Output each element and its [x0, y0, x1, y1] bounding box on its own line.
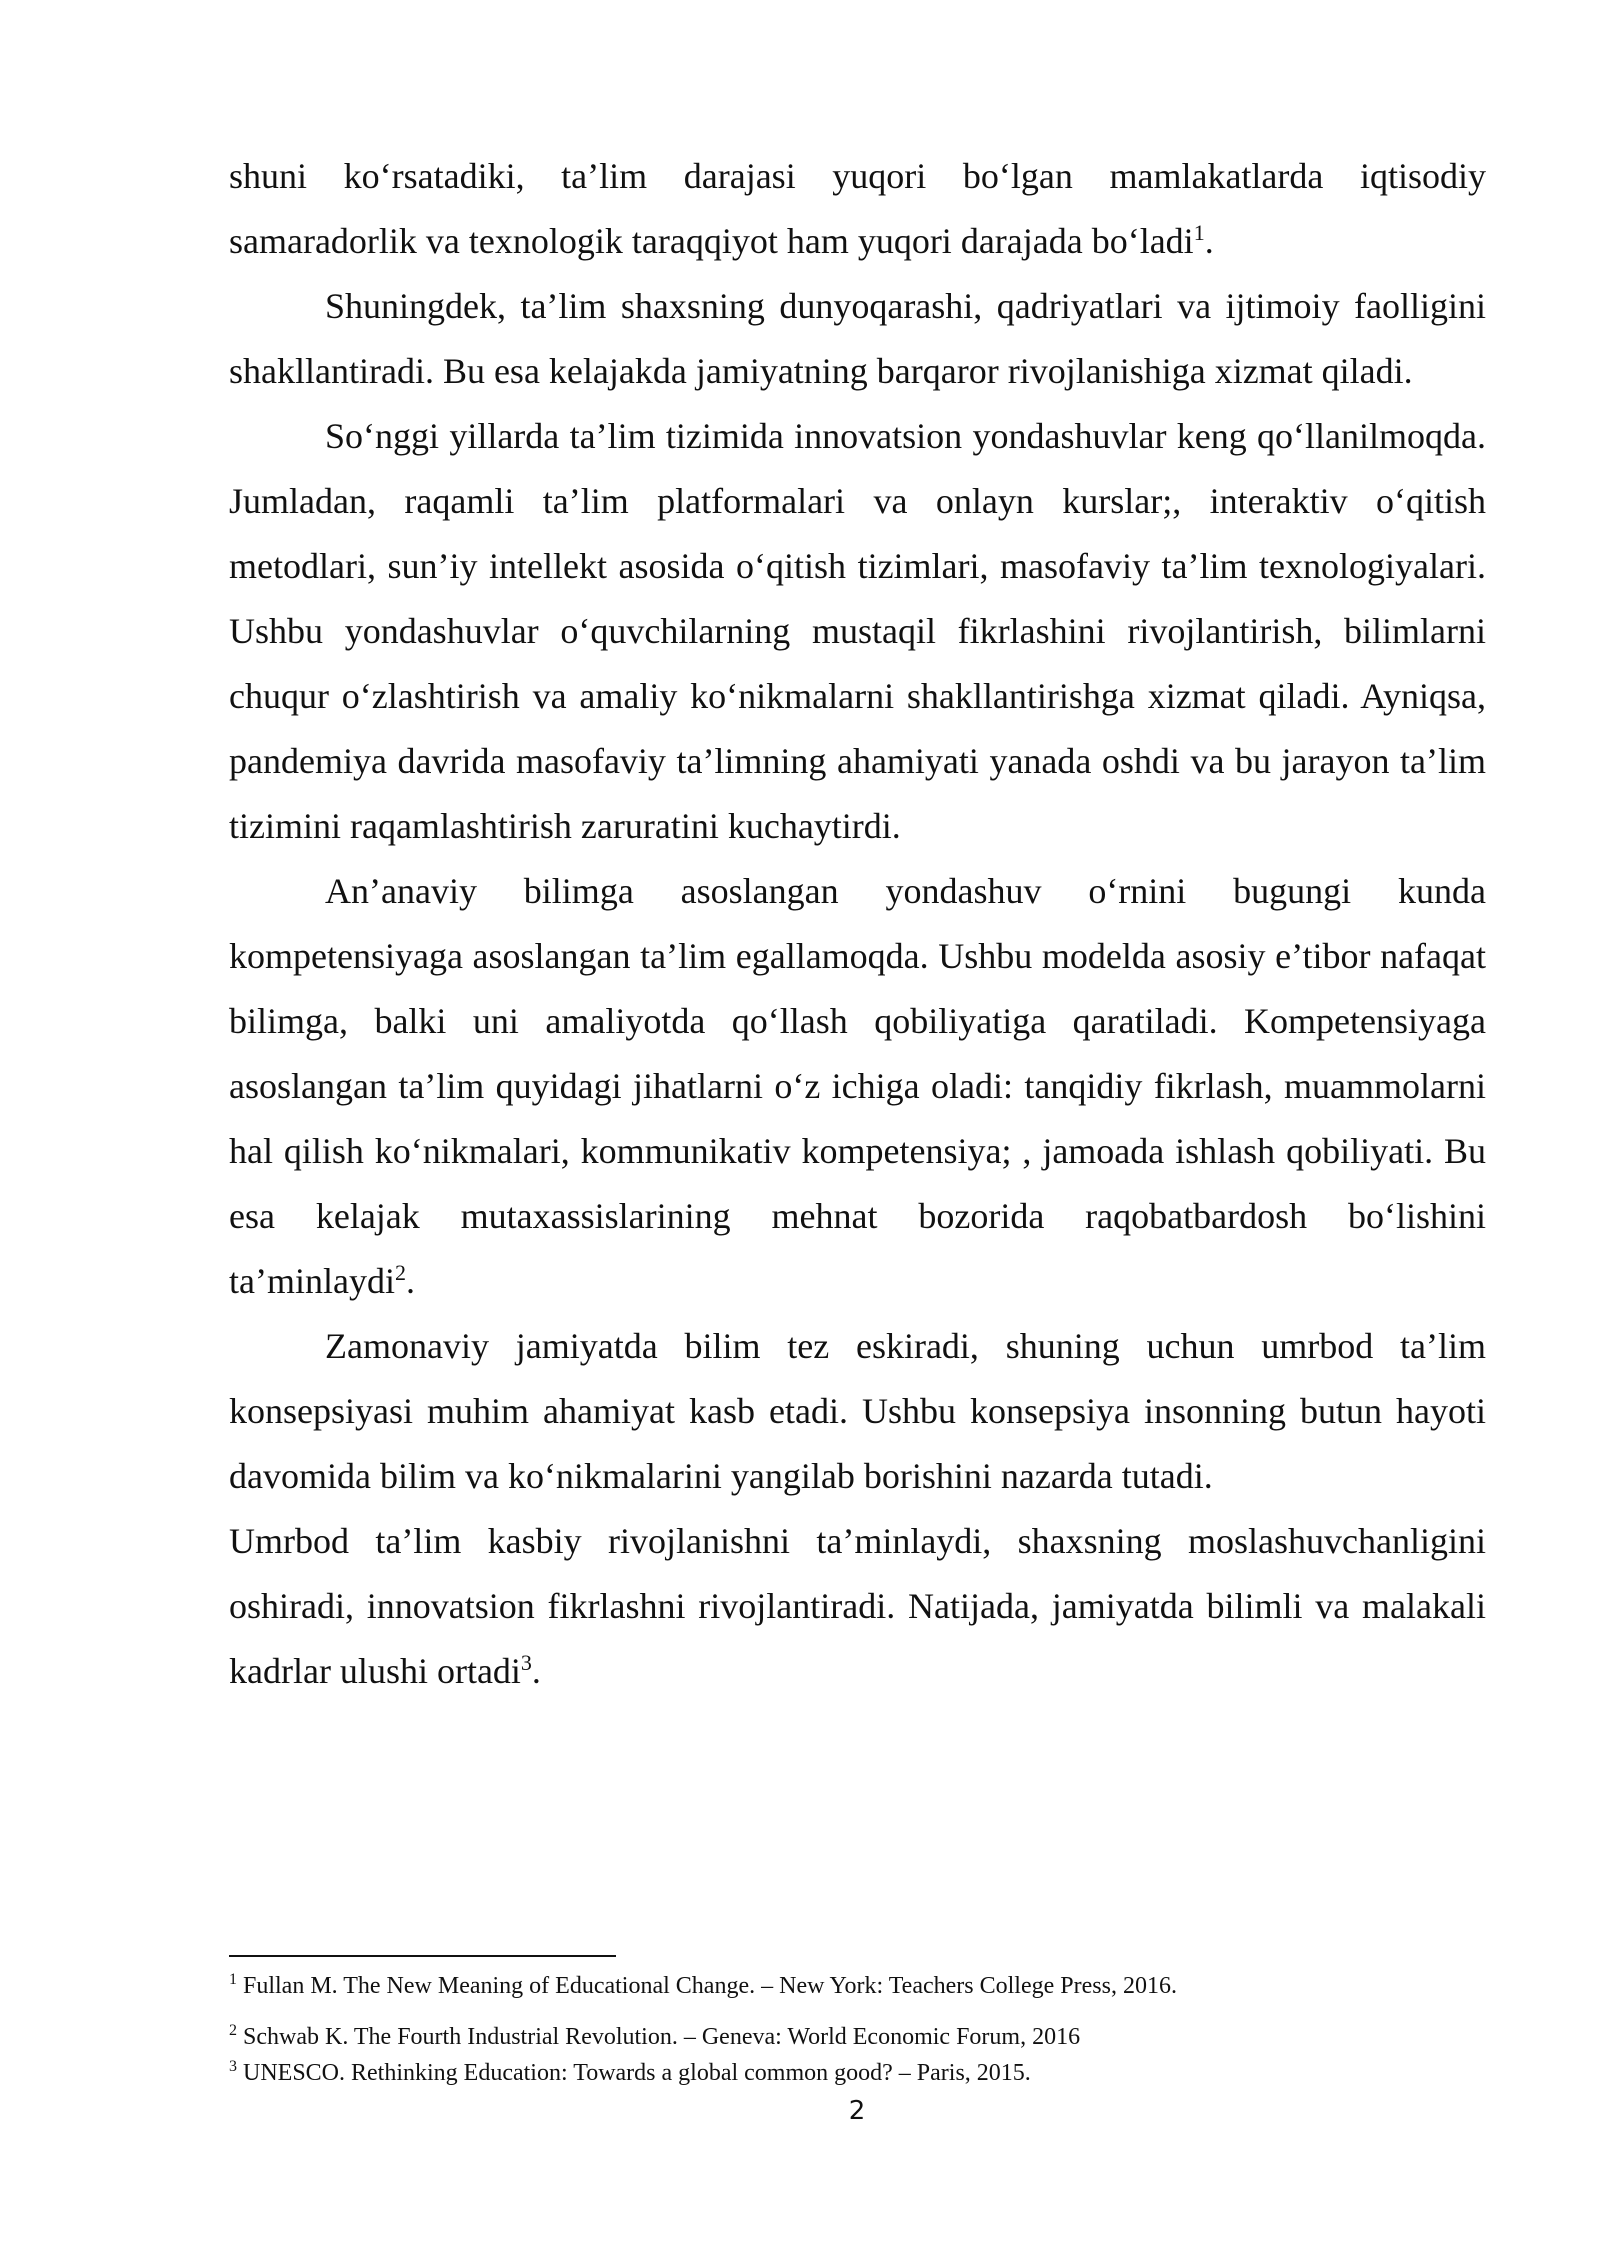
footnote-2: [229, 2021, 1080, 2053]
footnote-1: [229, 1970, 1177, 2002]
paragraph-6: [229, 1509, 1486, 1704]
paragraph-3: [229, 404, 1486, 859]
body-text: [229, 144, 1486, 1704]
footnote-ref-2[interactable]: 2: [394, 1260, 406, 1285]
paragraph-2-text: Shuningdek, ta’lim shaxsning dunyoqarashi, qadriyatlari va ijtimoiy faolligini shakllantiradi. Bu esa kelajakda jamiyatning barqaror rivojlanishiga xizmat qiladi.: [229, 286, 1486, 391]
footnote-1-text: Fullan M. The New Meaning of Educational Change. – New York: Teachers College Press, 2016.: [237, 1973, 1177, 1999]
footnote-2-text: Schwab K. The Fourth Industrial Revolution. – Geneva: World Economic Forum, 2016: [237, 2024, 1081, 2050]
paragraph-5: [229, 1314, 1486, 1509]
footnote-mark-2: 2: [229, 2022, 237, 2039]
footnote-mark-3: 3: [229, 2058, 237, 2075]
paragraph-1-text: shuni ko‘rsatadiki, ta’lim darajasi yuqori bo‘lgan mamlakatlarda iqtisodiy samaradorlik va texnologik taraqqiyot ham yuqori darajada bo‘ladi: [229, 156, 1486, 261]
footnote-ref-3[interactable]: 3: [520, 1650, 532, 1675]
paragraph-1-tail: .: [1204, 221, 1214, 261]
footnote-separator: [229, 1955, 616, 1957]
paragraph-4-text: An’anaviy bilimga asoslangan yondashuv o‘rnini bugungi kunda kompetensiyaga asoslangan ta’lim egallamoqda. Ushbu modelda asosiy e’tibor nafaqat bilimga, balki uni amaliyotda qo‘llash qobiliyatiga qaratiladi. Kompetensiyaga asoslangan ta’lim quyidagi jihatlarni o‘z ichiga oladi: tanqidiy fikrlash, muammolarni hal qilish ko‘nikmalari, kommunikativ kompetensiya; , jamoada ishlash qobiliyati. Bu esa kelajak mutaxassislarining mehnat bozorida raqobatbardosh bo‘lishini ta’minlaydi: [229, 871, 1486, 1301]
paragraph-4: [229, 859, 1486, 1314]
paragraph-5-text: Zamonaviy jamiyatda bilim tez eskiradi, shuning uchun umrbod ta’lim konsepsiyasi muhim ahamiyat kasb etadi. Ushbu konsepsiya insonning butun hayoti davomida bilim va ko‘nikmalarini yangilab borishini nazarda tutadi.: [229, 1326, 1486, 1496]
footnote-3-text: UNESCO. Rethinking Education: Towards a global common good? – Paris, 2015.: [237, 2060, 1031, 2086]
footnote-ref-1[interactable]: 1: [1193, 220, 1205, 245]
paragraph-4-tail: .: [405, 1261, 415, 1301]
footnote-3: [229, 2057, 1031, 2089]
paragraph-6-tail: .: [531, 1651, 541, 1691]
paragraph-6-text: Umrbod ta’lim kasbiy rivojlanishni ta’minlaydi, shaxsning moslashuvchanligini oshiradi, innovatsion fikrlashni rivojlantiradi. Natijada, jamiyatda bilimli va malakali kadrlar ulushi ortadi: [229, 1521, 1486, 1691]
page-number: 2: [848, 2096, 866, 2126]
paragraph-2: [229, 274, 1486, 404]
paragraph-3-text: So‘nggi yillarda ta’lim tizimida innovatsion yondashuvlar keng qo‘llanilmoqda. Jumladan, raqamli ta’lim platformalari va onlayn kurslar;, interaktiv o‘qitish metodlari, sun’iy intellekt asosida o‘qitish tizimlari, masofaviy ta’lim texnologiyalari. Ushbu yondashuvlar o‘quvchilarning mustaqil fikrlashini rivojlantirish, bilimlarni chuqur o‘zlashtirish va amaliy ko‘nikmalarni shakllantirishga xizmat qiladi. Ayniqsa, pandemiya davrida masofaviy ta’limning ahamiyati yanada oshdi va bu jarayon ta’lim tizimini raqamlashtirish zaruratini kuchaytirdi.: [229, 416, 1486, 846]
footnote-mark-1: 1: [229, 1971, 237, 1988]
paragraph-1: [229, 144, 1486, 274]
